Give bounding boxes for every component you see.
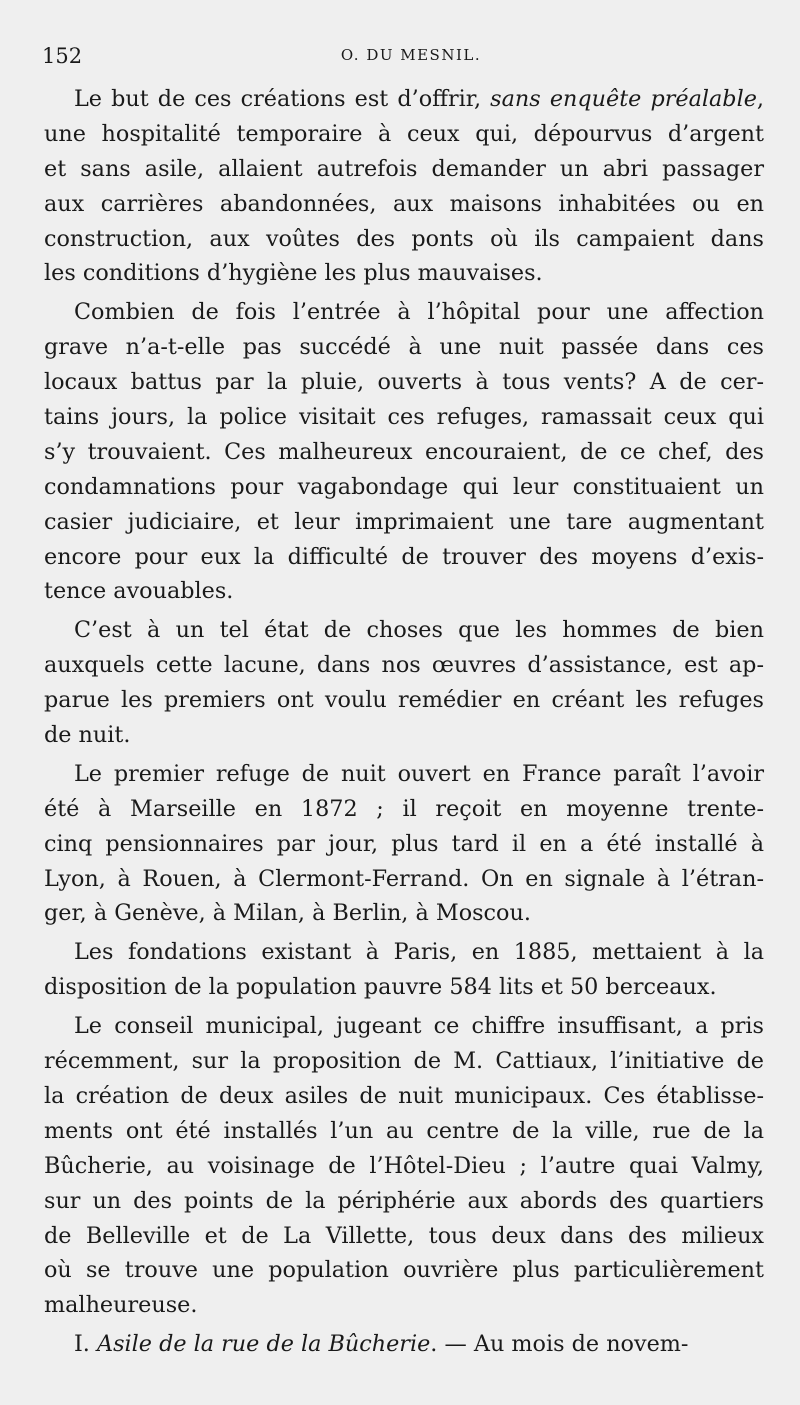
text-line: I. Asile de la rue de la Bûcherie. — Au mois de novem- <box>74 1331 689 1358</box>
text-line: aux carrières abandonnées, aux maisons inhabitées ou en <box>44 190 764 217</box>
text-line: ger, à Genève, à Milan, à Berlin, à Moscou. <box>44 900 531 927</box>
text-line: les conditions d’hygiène les plus mauvaises. <box>44 260 543 287</box>
text-line: de Belleville et de La Villette, tous deux dans des milieux <box>44 1222 764 1249</box>
text-line: encore pour eux la difficulté de trouver des moyens d’exis- <box>44 543 764 570</box>
text-line: une hospitalité temporaire à ceux qui, dépourvus d’argent <box>44 120 764 147</box>
text-line: parue les premiers ont voulu remédier en créant les refuges <box>44 687 764 714</box>
text-line: cinq pensionnaires par jour, plus tard il en a été installé à <box>44 830 764 857</box>
paragraph <box>44 757 764 931</box>
text-line: récemment, sur la proposition de M. Cattiaux, l’initiative de <box>44 1048 764 1075</box>
text-line: sur un des points de la périphérie aux abords des quartiers <box>44 1187 764 1214</box>
text-line: disposition de la population pauvre 584 lits et 50 berceaux. <box>44 974 717 1001</box>
text-line: de nuit. <box>44 722 131 749</box>
text-line: Combien de fois l’entrée à l’hôpital pour une affection <box>74 299 764 326</box>
running-header <box>42 44 760 72</box>
running-title: O. DU MESNIL. <box>340 46 482 64</box>
paragraph <box>44 613 764 753</box>
text-line: la création de deux asiles de nuit municipaux. Ces établisse- <box>44 1082 764 1109</box>
text-line: s’y trouvaient. Ces malheureux encouraient, de ce chef, des <box>44 438 764 465</box>
text-line: locaux battus par la pluie, ouverts à tous vents? A de cer- <box>44 369 764 396</box>
paragraph <box>44 935 764 1005</box>
text-line: C’est à un tel état de choses que les hommes de bien <box>74 617 764 644</box>
text-line: ments ont été installés l’un au centre de la ville, rue de la <box>44 1117 764 1144</box>
text-line: Le but de ces créations est d’offrir, sans enquête préalable, <box>74 86 764 112</box>
italic-phrase: Asile de la rue de la Bûcherie <box>96 1331 431 1358</box>
text-line: Les fondations existant à Paris, en 1885, mettaient à la <box>74 939 764 966</box>
text-line: malheureuse. <box>44 1292 198 1319</box>
text-line: été à Marseille en 1872 ; il reçoit en moyenne trente- <box>44 795 764 822</box>
text-line: Lyon, à Rouen, à Clermont-Ferrand. On en signale à l’étran- <box>44 865 764 892</box>
page-body <box>44 82 764 1362</box>
text-line: tains jours, la police visitait ces refuges, ramassait ceux qui <box>44 404 764 431</box>
text-line: auxquels cette lacune, dans nos œuvres d’assistance, est ap- <box>44 652 764 679</box>
paragraph <box>44 1327 764 1362</box>
page-number: 152 <box>42 44 83 68</box>
text-line: construction, aux voûtes des ponts où ils campaient dans <box>44 225 764 252</box>
text-line: grave n’a-t-elle pas succédé à une nuit passée dans ces <box>44 334 764 361</box>
text-line: tence avouables. <box>44 578 234 605</box>
paragraph <box>44 82 764 291</box>
text-line: casier judiciaire, et leur imprimaient une tare augmentant <box>44 508 764 535</box>
text-line: condamnations pour vagabondage qui leur constituaient un <box>44 473 764 500</box>
paragraph <box>44 1009 764 1323</box>
paragraph <box>44 295 764 609</box>
text-line: Bûcherie, au voisinage de l’Hôtel-Dieu ; l’autre quai Valmy, <box>44 1152 764 1179</box>
text-line: Le premier refuge de nuit ouvert en France paraît l’avoir <box>74 760 764 787</box>
italic-phrase: sans enquête préalable <box>490 86 757 112</box>
text-line: Le conseil municipal, jugeant ce chiffre insuffisant, a pris <box>74 1013 764 1040</box>
text-line: où se trouve une population ouvrière plus particulièrement <box>44 1257 764 1284</box>
text-line: et sans asile, allaient autrefois demander un abri passager <box>44 155 764 182</box>
